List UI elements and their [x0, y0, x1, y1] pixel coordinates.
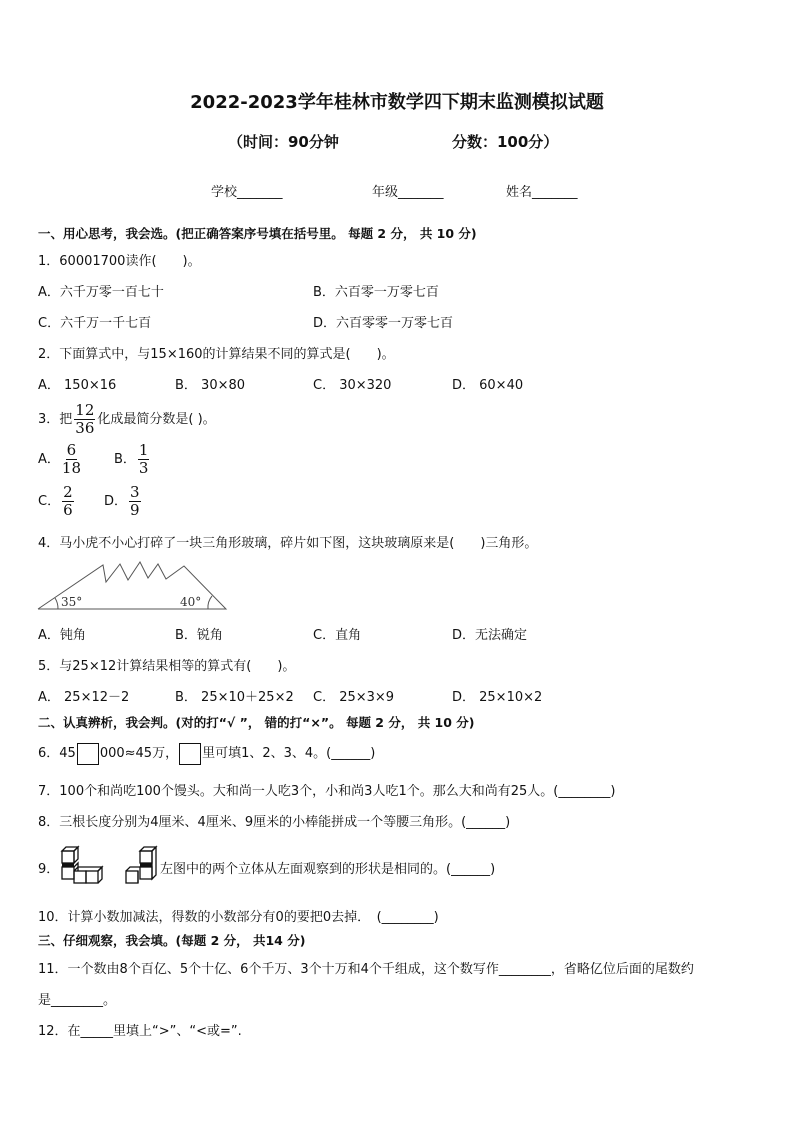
angle-label-right: 40° — [180, 595, 202, 609]
name-field: 姓名_______ — [506, 185, 578, 200]
q1-stem: 1．60001700读作( )。 — [38, 254, 201, 269]
time-label: （时间：90分钟 — [228, 133, 339, 151]
cube2-top — [140, 851, 152, 863]
cube-figure-1 — [60, 845, 104, 885]
q2-option-d: D． 60×40 — [452, 378, 524, 393]
q9-number: 9． — [38, 862, 60, 877]
cube2-shadow-band — [140, 863, 152, 867]
q3-option-b-label: B． — [114, 452, 136, 467]
q3-option-c-numerator: 2 — [63, 483, 73, 501]
angle-label-left: 35° — [61, 595, 83, 609]
score-label: 分数：100分） — [452, 133, 559, 151]
cube-side-edge — [74, 847, 78, 863]
q7-stem: 7．100个和尚吃100个馒头。大和尚一人吃3个，小和尚3人吃1个。那么大和尚有25人。(________) — [38, 784, 616, 799]
q8-stem: 8．三根长度分别为4厘米、4厘米、9厘米的小棒能拼成一个等腰三角形。(______) — [38, 815, 511, 830]
section-3-heading: 三、仔细观察，我会填。(每题 2 分， 共14 分) — [38, 933, 306, 948]
section-2-heading: 二、认真辨析，我会判。(对的打“√ ”， 错的打“×”。 每题 2 分， 共 10 分) — [38, 715, 475, 730]
q2-option-c: C． 30×320 — [313, 378, 392, 393]
q1-option-a: A．六千万零一百七十 — [38, 285, 164, 300]
q2-option-a: A． 150×16 — [38, 378, 117, 393]
q11-line-1: 11．一个数由8个百亿、5个十亿、6个千万、3个十万和4个千组成，这个数写作________，省略亿位后面的尾数约 — [38, 962, 694, 977]
page-title: 2022-2023学年桂林市数学四下期末监测模拟试题 — [190, 92, 604, 113]
q3-option-a — [38, 442, 83, 477]
q3-option-d-fraction — [129, 484, 141, 519]
q3-fraction-numerator: 12 — [75, 401, 95, 419]
cube-base-3 — [86, 871, 98, 883]
q3-option-a-numerator: 6 — [66, 441, 77, 459]
q6-text-post: 里可填1、2、3、4。(______) — [202, 746, 376, 761]
school-field: 学校_______ — [211, 185, 283, 200]
q3-option-a-fraction — [62, 442, 81, 477]
q4-option-a: A．钝角 — [38, 628, 86, 643]
broken-triangle-figure — [36, 558, 231, 614]
cube-top-face — [62, 851, 74, 863]
q6-text-mid: 000≈45万， — [99, 746, 179, 761]
q3-fraction — [74, 402, 95, 437]
q3-option-d-label: D． — [104, 494, 128, 509]
q3-stem-pre: 3．把 — [38, 412, 73, 427]
q3-option-c-label: C． — [38, 494, 61, 509]
q6-blank-box-1 — [77, 743, 99, 765]
q11-line-2: 是________。 — [38, 993, 117, 1008]
q3-option-b-fraction — [138, 442, 150, 477]
q5-option-a: A． 25×12－2 — [38, 690, 130, 705]
cube-base-1 — [62, 867, 74, 879]
q6-text-pre: 6．45 — [38, 746, 76, 761]
q5-option-b: B． 25×10＋25×2 — [175, 690, 294, 705]
left-angle-arc — [55, 598, 58, 609]
q1-option-c: C．六千万一千七百 — [38, 316, 152, 331]
q4-stem: 4．马小虎不小心打碎了一块三角形玻璃，碎片如下图，这块玻璃原来是( )三角形。 — [38, 536, 538, 551]
q5-stem: 5．与25×12计算结果相等的算式有( )。 — [38, 659, 296, 674]
q6-stem — [38, 742, 375, 765]
q2-option-b: B． 30×80 — [175, 378, 246, 393]
cube-shadow-band — [62, 863, 74, 867]
q6-blank-box-2 — [179, 743, 201, 765]
q5-option-c: C． 25×3×9 — [313, 690, 395, 705]
section-1-heading: 一、用心思考，我会选。(把正确答案序号填在括号里。 每题 2 分， 共 10 分) — [38, 226, 477, 241]
cube-base-2 — [74, 871, 86, 883]
cube-figure-2 — [122, 845, 162, 885]
right-angle-arc — [208, 596, 212, 609]
q3-option-d-numerator: 3 — [130, 483, 140, 501]
q1-option-b: B．六百零一万零七百 — [313, 285, 439, 300]
q4-option-d: D．无法确定 — [452, 628, 528, 643]
cube2-middle — [140, 867, 152, 879]
q3-option-c-denominator: 6 — [63, 501, 73, 519]
grade-field: 年级_______ — [372, 185, 444, 200]
q4-option-b: B．锐角 — [175, 628, 223, 643]
q1-option-d: D．六百零零一万零七百 — [313, 316, 454, 331]
q3-fraction-denominator: 36 — [75, 419, 95, 437]
q3-option-c-fraction — [62, 484, 74, 519]
q3-option-b — [114, 442, 151, 477]
q12-stem: 12．在_____里填上“>”、“<或=”. — [38, 1024, 242, 1039]
q9-stem: 左图中的两个立体从左面观察到的形状是相同的。(______) — [160, 862, 496, 877]
q3-stem — [38, 402, 216, 437]
q3-option-c — [38, 484, 76, 519]
q3-stem-post: 化成最简分数是( )。 — [97, 412, 216, 427]
q3-option-a-denominator: 18 — [61, 459, 81, 477]
cube2-front — [126, 871, 138, 883]
q10-stem: 10．计算小数加减法，得数的小数部分有0的要把0去掉． (________) — [38, 910, 439, 925]
q2-stem: 2．下面算式中，与15×160的计算结果不同的算式是( )。 — [38, 347, 395, 362]
q4-option-c: C．直角 — [313, 628, 362, 643]
q3-option-b-denominator: 3 — [138, 459, 149, 477]
q3-option-d — [104, 484, 143, 519]
q3-option-b-numerator: 1 — [138, 441, 149, 459]
q3-option-d-denominator: 9 — [130, 501, 140, 519]
q5-option-d: D． 25×10×2 — [452, 690, 543, 705]
q3-option-a-label: A． — [38, 452, 60, 467]
